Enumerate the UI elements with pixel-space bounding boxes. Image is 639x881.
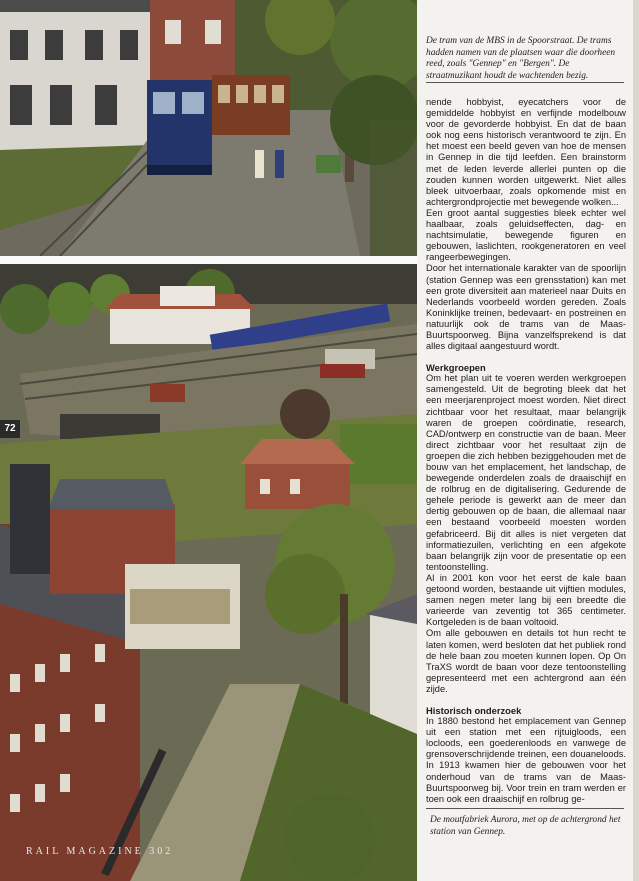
article-paragraph: Om het plan uit te voeren werden werkgroepen samengesteld. Uit de begroting bleek dat het een meerjarenproject moest worden. Niet direct zichtbaar voor het resultaat, maar belangrijk waren de groepen coördinatie, research, CAD/ontwerp en constructie van de baan. Meer direct zichtbaar voor het resultaat zijn de groepen die zich hebben beziggehouden met de bouw van het emplacement, het landschap, de bewegende onderdelen zoals de draaischijf en de rolbrug en de digitalisering. Gedurende de gehele periode is gewerkt aan de meer dan dertig gebouwen op de baan, die allemaal naar een bestaand voorbeeld moesten worden gefabriceerd. Bij dit alles is niet vergeten dat informatiezuilen, verlichting en een afgekote baan belangrijk zijn voor de presentatie op een tentoonstelling. bbox=[426, 373, 626, 572]
caption-top: De tram van de MBS in de Spoorstraat. De trams hadden namen van de plaatsen waar die doorheen reed, zoals "Gennep" en "Bergen". De straatmuzikant houdt de wachtenden bezig. bbox=[426, 36, 616, 81]
article-paragraph: Door het internationale karakter van de spoorlijn (station Gennep was een grensstation) kan met een grote diversiteit aan materieel naar Duits en Nederlands voorbeeld worden gereden. Zoals Koninklijke treinen, bedevaart- en postreinen en natuurlijk ook de trams van de Maas-Buurtspoorweg. Bijna vanzelfsprekend is dat alles digitaal aangestuurd wordt. bbox=[426, 263, 626, 352]
article-paragraph: Al in 2001 kon voor het eerst de kale baan getoond worden, bestaande uit vijftien modules, samen negen meter lang bij een breedte die varieerde van zeventig tot 365 centimeter. Kortgeleden is de baan voltooid. bbox=[426, 572, 626, 628]
article-paragraph: nende hobbyist, eyecatchers voor de gemiddelde hobbyist en verfijnde modelbouw voor de gevorderde hobbyist. En dat de baan ook nog eens historisch verantwoord te zijn. En het moest een beeld geven van hoe de mensen in Gennep in die tijd leefden. Een brainstorm met de leden leverde allerlei punten op die zouden kunnen worden uitgewerkt. Niet alles bleek uitvoerbaar, zoals opkomende mist en achtergrondprojectie met bewegende wolken... bbox=[426, 97, 626, 207]
photo-tram-spoorstraat bbox=[0, 0, 417, 256]
magazine-footer: RAIL MAGAZINE 302 bbox=[26, 846, 174, 857]
section-heading-historisch-onderzoek: Historisch onderzoek bbox=[426, 704, 522, 716]
page-edge bbox=[633, 0, 639, 881]
page-number: 72 bbox=[0, 420, 20, 438]
caption-divider bbox=[426, 82, 624, 83]
article-body bbox=[426, 97, 626, 805]
photo-moutfabriek-aurora bbox=[0, 264, 417, 881]
section-heading-werkgroepen: Werkgroepen bbox=[426, 362, 486, 374]
caption-bottom: De moutfabriek Aurora, met op de achtergrond het station van Gennep. bbox=[430, 815, 621, 837]
photo-gutter bbox=[0, 256, 417, 264]
caption-divider bbox=[426, 808, 624, 809]
article-paragraph: Om alle gebouwen en details tot hun recht te laten komen, werd besloten dat het publiek rond de hele baan zou moeten kunnen lopen. Op On TraXS wordt de baan voor deze tentoonstelling gepresenteerd met een achtergrond aan één zijde. bbox=[426, 628, 626, 694]
article-paragraph: In 1880 bestond het emplacement van Gennep uit een station met een rijtuigloods, een locloods, een goederenloods en vanwege de grensoverschrijdende treinen, een douaneloods. In 1913 kwamen hier de gebouwen voor het onderhoud van de trams van de Maas-Buurtspoorweg bij. Voor trein en tram werden er toen ook een draaischijf en rolbrug ge- bbox=[426, 716, 626, 804]
article-paragraph: Een groot aantal suggesties bleek echter wel haalbaar, zoals geluidseffecten, dag- en nachtsimulatie, bewegende figuren en gebouwen, laslichten, rookgeneratoren en veel rangeerbewegingen. bbox=[426, 207, 626, 263]
